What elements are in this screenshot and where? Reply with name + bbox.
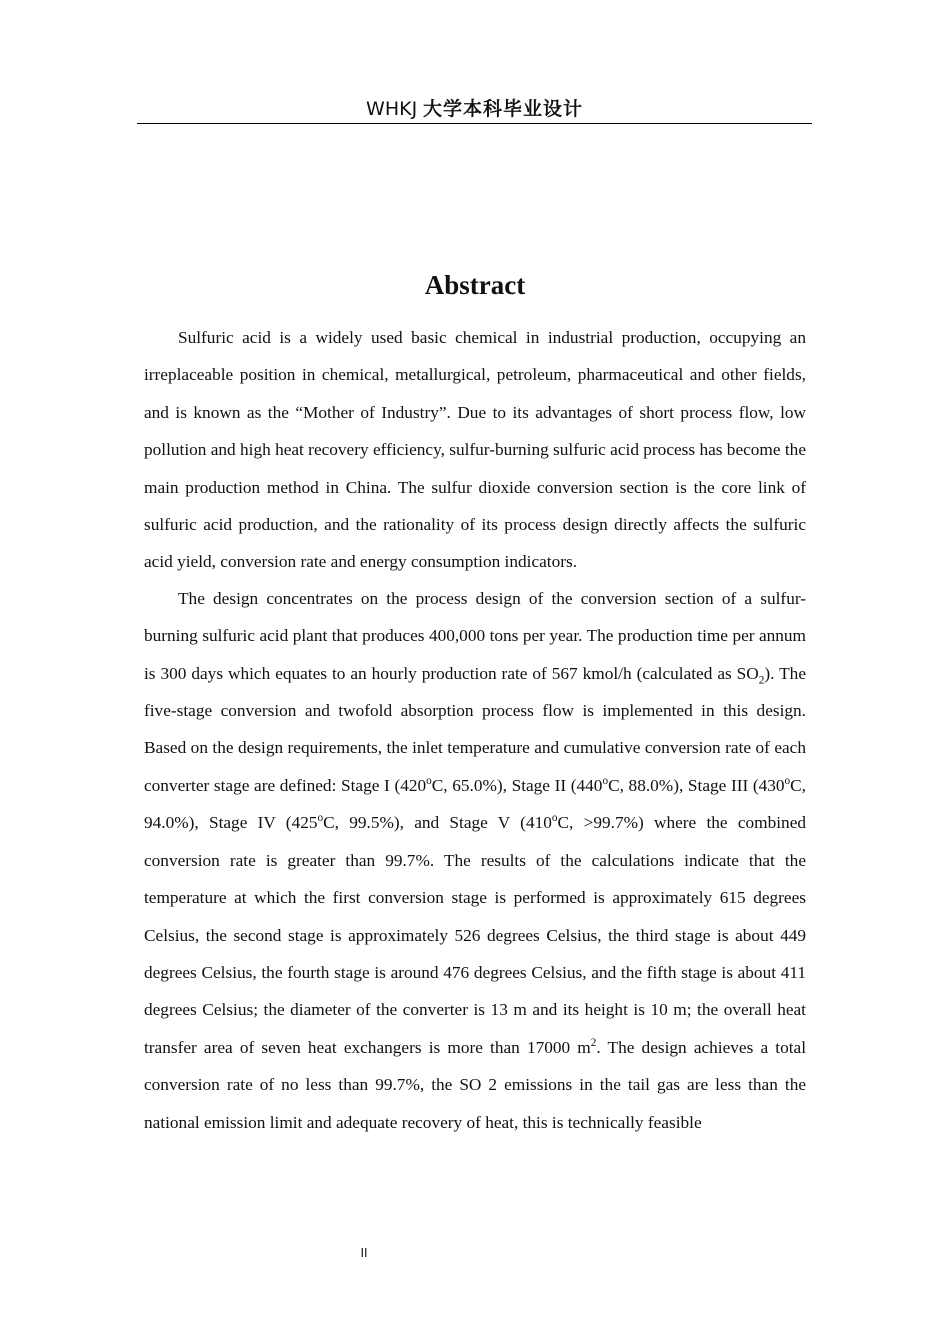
degree-superscript-4: o: [317, 812, 324, 825]
header-latin-text: WHKJ: [366, 98, 418, 120]
abstract-body: [144, 319, 806, 1141]
abstract-paragraph-1: Sulfuric acid is a widely used basic chemical in industrial production, occupying an irreplaceable position in chemical, metallurgical, petroleum, pharmaceutical and other fields, and is known as the “Mother of Industry”. Due to its advantages of short process flow, low pollution and high heat recovery efficiency, sulfur-burning sulfuric acid process has become the main production method in China. The sulfur dioxide conversion section is the core link of sulfuric acid production, and the rationality of its process design directly affects the sulfuric acid yield, conversion rate and energy consumption indicators.: [144, 328, 806, 572]
p2-text-a: The design concentrates on the process design of the conversion section of a sulfur-burning sulfuric acid plant that produces 400,000 tons per year. The production time per annum is 300 days which equates to an hourly production rate of 567 kmol/h (calculated as SO: [144, 588, 806, 683]
abstract-title: Abstract: [424, 270, 526, 300]
degree-superscript-1: o: [426, 775, 432, 788]
p2-text-e: C, 65.0%), Stage II (440: [431, 775, 603, 795]
header-cjk-text: 大学本科毕业设计: [422, 98, 583, 120]
degree-superscript-2: o: [602, 775, 609, 788]
p2-text-k: C, 99.5%), and Stage V (410: [323, 813, 552, 833]
p2-text-o: . The design achieves a total conversion rate of no less than 99.7%, the SO 2 emissions in the tail gas are less than the national emission limit and adequate recovery of heat, this is technically feasible: [144, 1037, 807, 1132]
p2-text-i: C, 94.0%), Stage IV (425: [144, 775, 807, 833]
p2-text-g: C, 88.0%), Stage III (430: [608, 775, 785, 795]
p2-text-m: C, >99.7%) where the combined conversion rate is greater than 99.7%. The results of the calculations indicate that the temperature at which the first conversion stage is performed is approximately 615 degrees Celsius, the second stage is approximately 526 degrees Celsius, the third stage is about 449 degrees Celsius, the fourth stage is around 476 degrees Celsius, and the fifth stage is about 411 degrees Celsius; the diameter of the converter is 13 m and its height is 10 m; the overall heat transfer area of seven heat exchangers is more than 17000 m: [144, 813, 807, 1057]
abstract-paragraph-2: [144, 580, 806, 1141]
degree-superscript-5: o: [551, 812, 558, 825]
so2-subscript: 2: [758, 674, 765, 687]
page-number: II: [360, 1246, 368, 1260]
degree-superscript-3: o: [784, 775, 791, 788]
p2-text-c: ). The five-stage conversion and twofold absorption process flow is implemented in this design. Based on the design requirements, the inlet temperature and cumulative conversion rate of each converter stage are defined: Stage I (420: [144, 663, 806, 795]
page-header: [137, 96, 812, 124]
area-superscript: 2: [590, 1036, 597, 1049]
